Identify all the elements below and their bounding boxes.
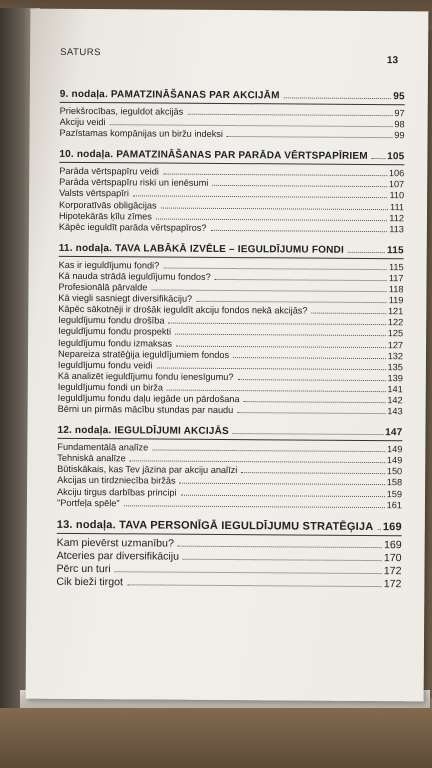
leader-dots	[156, 218, 387, 221]
leader-dots	[237, 412, 385, 414]
chapter-title: 10. nodaļa. PAMATZINĀŠANAS PAR PARĀDA VĒRTSPAPĪRIEM	[59, 149, 368, 163]
entry-title: Ieguldījumu fondu izmaksas	[58, 337, 173, 349]
leader-dots	[238, 379, 386, 381]
entry-title: Valsts vērtspapīri	[59, 188, 129, 199]
leader-dots	[212, 185, 387, 187]
leader-dots	[178, 545, 382, 547]
entry-title: Korporatīvās obligācijas	[59, 199, 157, 211]
entry-page: 98	[394, 119, 405, 130]
chapter-rule	[57, 533, 402, 536]
entry-page: 110	[389, 190, 405, 201]
entry-page: 115	[388, 261, 404, 273]
entry-page: 143	[387, 406, 403, 417]
entry-title: Hipotekārās ķīlu zīmes	[58, 210, 152, 222]
leader-dots	[124, 505, 385, 508]
entry-title: Ieguldījumu fondu drošība	[58, 315, 165, 326]
leader-dots	[163, 174, 387, 177]
leader-dots	[176, 345, 386, 347]
chapter-heading	[59, 243, 404, 256]
entry-page: 169	[383, 538, 402, 551]
leader-dots	[210, 230, 387, 232]
chapter-heading	[57, 519, 402, 533]
entry-page: 142	[387, 395, 403, 406]
entry-title: Akciju tirgus darbības principi	[57, 486, 177, 498]
chapter-title: 13. nodaļa. TAVA PERSONĪGĀ IEGULDĪJUMU STRATĒĢIJA	[56, 518, 374, 533]
chapter-heading	[60, 89, 405, 102]
entry-page: 122	[387, 317, 404, 328]
leader-dots	[233, 433, 383, 435]
entry-page: 139	[387, 372, 403, 384]
leader-dots	[133, 196, 388, 199]
leader-dots	[233, 357, 386, 359]
toc-entry	[56, 576, 401, 591]
entry-title: Atceries par diversifikāciju	[56, 549, 180, 563]
chapter-page: 115	[386, 244, 404, 257]
entry-title: "Portfeļa spēle"	[56, 497, 120, 508]
book-page	[26, 9, 429, 702]
entry-page: 118	[388, 284, 404, 295]
leader-dots	[183, 558, 382, 560]
toc-entry	[57, 497, 402, 511]
entry-title: Kā analizēt ieguldījumu fondu ienesīgumu?	[57, 370, 234, 382]
leader-dots	[163, 267, 387, 270]
leader-dots	[312, 313, 386, 315]
chapter-rule	[59, 256, 404, 259]
entry-title: Kā viegli sasniegt diversifikāciju?	[58, 292, 193, 304]
leader-dots	[377, 529, 380, 530]
entry-title: Pērc un turi	[56, 562, 111, 575]
chapter-page: 147	[385, 427, 403, 439]
chapter-rule	[57, 438, 402, 441]
leader-dots	[127, 584, 382, 587]
entry-title: Ieguldījumu fondi un birža	[57, 381, 164, 393]
entry-title: Priekšrocības, ieguldot akcijās	[59, 105, 184, 117]
entry-title: Kāpēc sākotnēji ir drošāk ieguldīt akciju fondos nekā akcijās?	[58, 304, 308, 316]
leader-dots	[161, 207, 388, 210]
leader-dots	[284, 97, 392, 99]
entry-title: Tehniskā analīze	[57, 453, 126, 464]
leader-dots	[110, 124, 393, 127]
entry-title: Bērni un pirmās mācību stundas par naudu	[57, 403, 234, 416]
chapter-heading	[59, 149, 404, 162]
toc-entry	[59, 222, 404, 236]
entry-title: Akciju veidi	[59, 116, 106, 128]
toc-entry	[60, 128, 405, 142]
entry-title: Ieguldījumu fondu veidi	[57, 359, 153, 371]
chapter-title: 9. nodaļa. PAMATZINĀŠANAS PAR AKCIJĀM	[59, 88, 280, 102]
entry-title: Parāda vērtspapīru veidi	[59, 166, 159, 177]
entry-title: Akcijas un tirdzniecība biržās	[57, 475, 176, 487]
leader-dots	[115, 571, 382, 574]
leader-dots	[130, 461, 385, 464]
leader-dots	[167, 389, 385, 392]
entry-page: 111	[390, 201, 405, 212]
entry-page: 125	[387, 328, 404, 339]
entry-title: Būtiskākais, kas Tev jāzina par akciju analīzi	[57, 464, 238, 476]
entry-page: 132	[387, 350, 404, 361]
chapter-rule	[59, 162, 404, 165]
entry-page: 172	[383, 564, 402, 577]
entry-page: 97	[394, 108, 405, 119]
chapter-title: 12. nodaļa. IEGULDĪJUMI AKCIJĀS	[57, 424, 229, 438]
leader-dots	[215, 279, 387, 281]
entry-page: 99	[394, 130, 405, 141]
running-header: SATURS	[60, 46, 101, 59]
entry-page: 107	[388, 179, 405, 190]
chapter-rule	[60, 102, 405, 105]
leader-dots	[372, 158, 385, 159]
leader-dots	[227, 136, 392, 138]
entry-page: 121	[387, 306, 404, 317]
leader-dots	[180, 483, 385, 485]
entry-page: 170	[383, 551, 402, 564]
leader-dots	[181, 494, 385, 496]
leader-dots	[151, 290, 386, 293]
chapter-page: 169	[382, 520, 402, 533]
entry-title: Fundamentālā analīze	[57, 441, 149, 453]
entry-page: 135	[387, 361, 403, 372]
entry-title: Profesionālā pārvalde	[58, 281, 148, 293]
entry-page: 127	[387, 339, 404, 350]
entry-title: Ieguldījumu fondu daļu iegāde un pārdošana	[57, 392, 240, 405]
entry-title: Ieguldījumu fondu prospekti	[58, 326, 172, 338]
table-of-contents	[56, 89, 404, 591]
entry-page: 161	[386, 499, 402, 510]
leader-dots	[175, 334, 386, 336]
entry-title: Pazīstamas kompānijas un biržu indeksi	[59, 128, 223, 140]
entry-page: 149	[386, 444, 403, 455]
wood-surface-bottom	[0, 698, 432, 768]
entry-title: Kas ir ieguldījumu fondi?	[58, 259, 160, 271]
entry-page: 106	[388, 168, 405, 179]
leader-dots	[241, 472, 385, 474]
chapter-title: 11. nodaļa. TAVA LABĀKĀ IZVĒLE – IEGULDĪJUMU FONDI	[58, 242, 344, 256]
entry-page: 112	[389, 212, 404, 223]
entry-page: 150	[386, 466, 403, 477]
entry-page: 159	[386, 488, 403, 499]
page-number: 13	[386, 55, 399, 67]
chapter-page: 105	[387, 151, 405, 163]
leader-dots	[348, 252, 385, 253]
entry-page: 113	[389, 223, 404, 234]
toc-entry	[58, 404, 403, 418]
leader-dots	[156, 367, 385, 370]
entry-page: 141	[387, 383, 403, 395]
leader-dots	[196, 301, 387, 303]
leader-dots	[168, 323, 385, 326]
entry-page: 117	[388, 273, 404, 284]
chapter-13-block	[56, 519, 401, 591]
entry-title: Kāpēc ieguldīt parāda vērtspapīros?	[58, 221, 207, 233]
entry-page: 119	[388, 295, 404, 306]
leader-dots	[244, 401, 386, 403]
entry-title: Cik bieži tirgot	[56, 575, 123, 588]
leader-dots	[152, 450, 385, 453]
chapter-heading	[57, 425, 402, 438]
entry-title: Kā nauda strādā ieguldījumu fondos?	[58, 270, 211, 282]
entry-title: Kam pievērst uzmanību?	[56, 536, 174, 550]
chapter-page: 95	[393, 91, 405, 103]
entry-page: 149	[386, 455, 403, 466]
leader-dots	[187, 114, 392, 116]
entry-page: 158	[386, 477, 403, 488]
entry-title: Nepareiza stratēģija ieguldījumiem fondos	[57, 348, 230, 360]
entry-title: Parāda vērtspapīru riski un ienēsumi	[59, 177, 209, 189]
entry-page: 172	[383, 577, 402, 590]
